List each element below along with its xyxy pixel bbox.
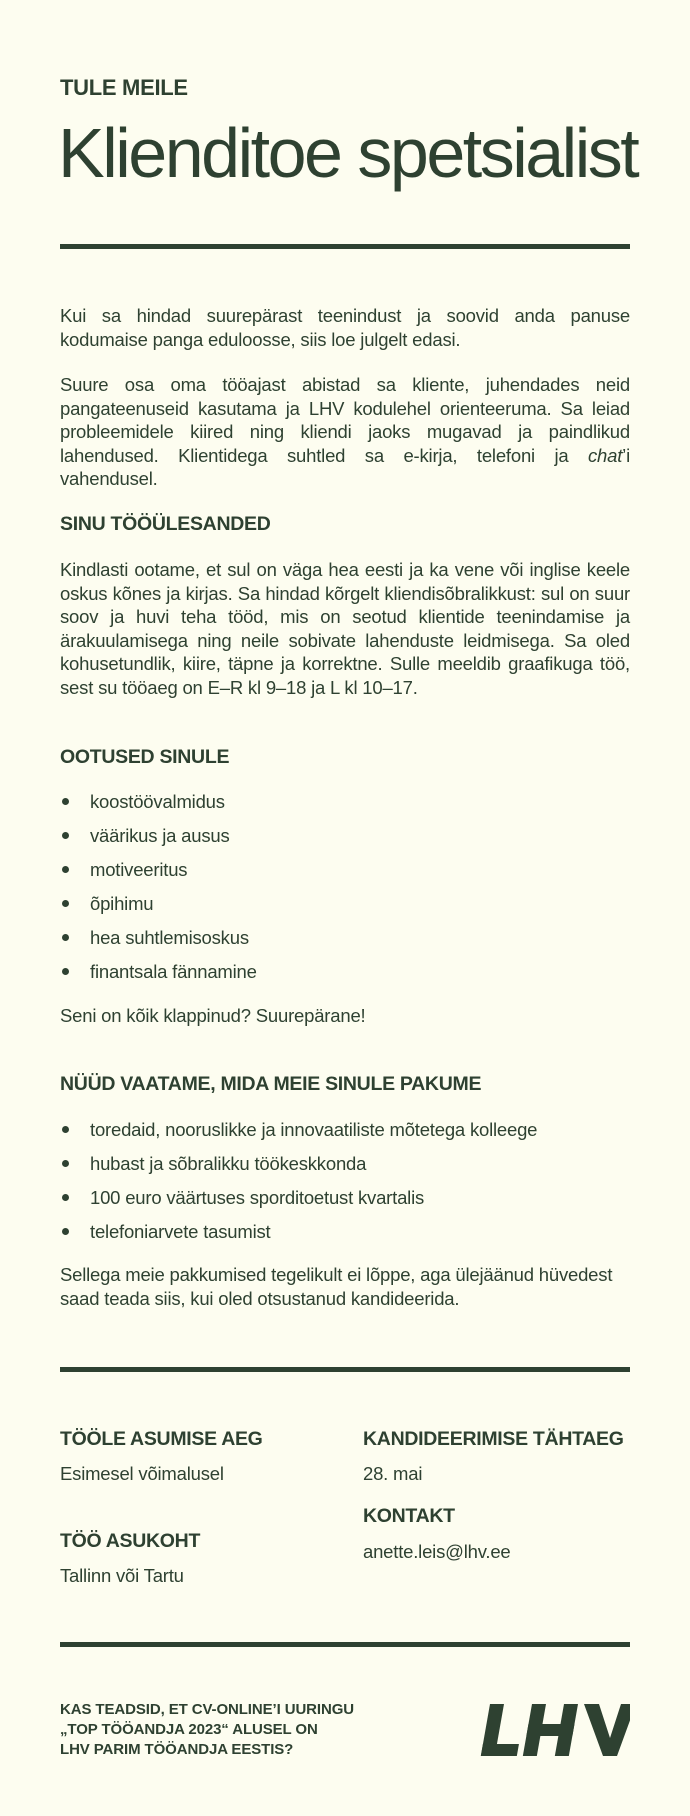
expectations-heading: OOTUSED SINULE [60, 746, 230, 768]
list-item: väärikus ja ausus [60, 824, 630, 858]
expectations-after: Seni on kõik klappinud? Suurepärane! [60, 1005, 366, 1026]
contact-email[interactable]: anette.leis@lhv.ee [363, 1541, 511, 1562]
intro-paragraph-2 [60, 373, 630, 491]
deadline-heading: KANDIDEERIMISE TÄHTAEG [363, 1428, 624, 1450]
location-value: Tallinn või Tartu [60, 1565, 184, 1586]
intro-p2-chat: chat [588, 444, 623, 466]
list-item: hea suhtlemisoskus [60, 926, 630, 960]
offer-after: Sellega meie pakkumised tegelikult ei lõppe, aga ülejäänud hüvedest saad teada siis, kui oled otsustanud kandideerida. [60, 1264, 613, 1309]
divider-top [60, 244, 630, 249]
footer-line-2: „TOP TÖÖANDJA 2023“ ALUSEL ON [60, 1721, 318, 1738]
tasks-heading: SINU TÖÖÜLESANDED [60, 513, 271, 535]
divider-middle [60, 1367, 630, 1372]
page-title: Klienditoe spetsialist [58, 114, 638, 192]
eyebrow-label: TULE MEILE [60, 75, 188, 100]
divider-bottom [60, 1642, 630, 1647]
list-item: toredaid, nooruslikke ja innovaatiliste mõtetega kolleege [60, 1118, 630, 1152]
offer-heading: NÜÜD VAATAME, MIDA MEIE SINULE PAKUME [60, 1073, 482, 1095]
location-heading: TÖÖ ASUKOHT [60, 1530, 201, 1552]
footer-note [60, 1700, 400, 1760]
intro-paragraph-1: Kui sa hindad suurepärast teenindust ja soovid anda panuse kodumaise panga eduloosse, siis loe julgelt edasi. [60, 305, 630, 350]
start-value: Esimesel võimalusel [60, 1463, 224, 1484]
tasks-text: Kindlasti ootame, et sul on väga hea eesti ja ka vene või inglise keele oskus kõnes ja kirjas. Sa hindad kõrgelt kliendisõbralikkust: sul on suur soov ja huvi teha tööd, mis on seotud klientide teenindamise ja ärakuulamisega ning neile sobivate lahenduste leidmisega. Sa oled kohusetundlik, kiire, täpne ja korrektne. Sulle meeldib graafikuga töö, sest su tööaeg on E–R kl 9–18 ja L kl 10–17. [60, 559, 630, 698]
intro-p2-text: Suure osa oma tööajast abistad sa kliente, juhendades neid pangateenuseid kasutama ja LHV kodulehel orienteeruma. Sa leiad probleemidele kiired ning kliendi jaoks mugavad ja paindlikud lahendused. Klientidega suhtled sa e-kirja, telefoni ja [60, 374, 630, 466]
footer-line-1: KAS TEADSID, ET CV-ONLINE’I UURINGU [60, 1701, 355, 1718]
list-item: motiveeritus [60, 858, 630, 892]
list-item: koostöövalmidus [60, 790, 630, 824]
list-item: hubast ja sõbralikku töökeskkonda [60, 1152, 630, 1186]
list-item: finantsala fännamine [60, 960, 630, 994]
intro-p2-end: ’i vahendusel. [60, 444, 630, 489]
footer-line-3: LHV PARIM TÖÖANDJA EESTIS? [60, 1741, 294, 1758]
list-item: telefoniarvete tasumist [60, 1220, 630, 1254]
contact-heading: KONTAKT [363, 1505, 455, 1527]
offer-list [60, 1118, 630, 1254]
expectations-list [60, 790, 630, 994]
deadline-value: 28. mai [363, 1463, 423, 1484]
start-heading: TÖÖLE ASUMISE AEG [60, 1428, 263, 1450]
list-item: 100 euro väärtuses sporditoetust kvartalis [60, 1186, 630, 1220]
lhv-logo [478, 1704, 630, 1756]
list-item: õpihimu [60, 892, 630, 926]
